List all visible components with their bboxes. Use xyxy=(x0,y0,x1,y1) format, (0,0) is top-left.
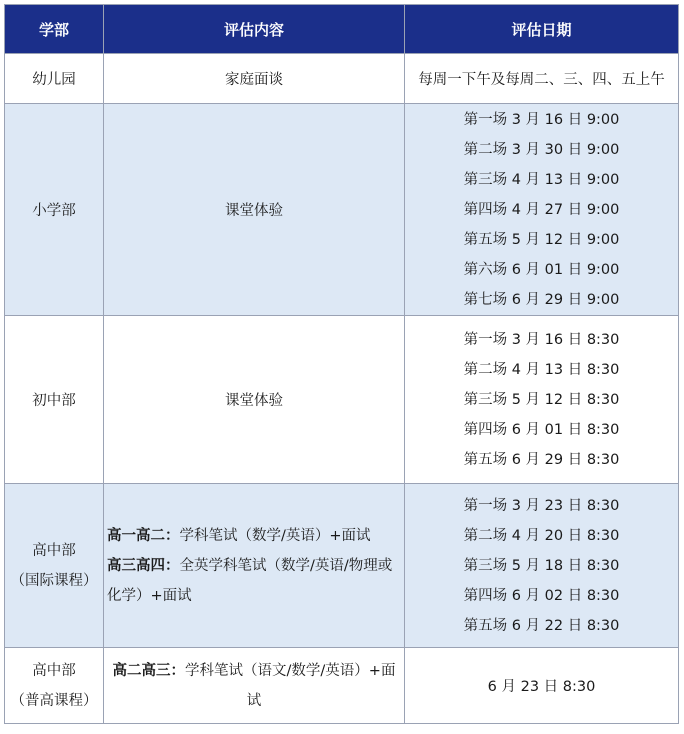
department-line: 高中部 xyxy=(32,662,76,679)
content-cell xyxy=(104,648,405,724)
content-line xyxy=(107,521,404,551)
header-content: 评估内容 xyxy=(104,5,405,54)
date-cell xyxy=(405,104,679,316)
date-line: 第四场 6 月 02 日 8:30 xyxy=(463,587,620,604)
content-text: 学科笔试（数学/英语）+面试 xyxy=(179,527,371,544)
date-cell xyxy=(405,316,679,484)
date-cell xyxy=(405,484,679,648)
content-cell xyxy=(104,484,405,648)
date-line: 第三场 5 月 12 日 8:30 xyxy=(463,391,620,408)
date-line: 第四场 6 月 01 日 8:30 xyxy=(463,421,620,438)
department-line: （国际课程） xyxy=(10,572,98,589)
department-cell xyxy=(5,484,104,648)
content-text: 全英学科笔试（数学/英语/物理或化学）+面试 xyxy=(107,557,393,604)
date-line: 第五场 6 月 29 日 8:30 xyxy=(463,451,620,468)
department-cell: 幼儿园 xyxy=(5,54,104,104)
department-cell xyxy=(5,648,104,724)
date-line: 第四场 4 月 27 日 9:00 xyxy=(463,201,620,218)
grade-label: 高一高二： xyxy=(107,527,180,544)
content-cell: 家庭面谈 xyxy=(104,54,405,104)
header-date: 评估日期 xyxy=(405,5,679,54)
date-line: 第一场 3 月 16 日 9:00 xyxy=(463,111,620,128)
grade-label: 高三高四： xyxy=(107,557,180,574)
content-text: 学科笔试（语文/数学/英语）+面试 xyxy=(185,662,396,709)
date-cell: 每周一下午及每周二、三、四、五上午 xyxy=(405,54,679,104)
table-row-primary xyxy=(5,104,679,316)
date-line: 第三场 4 月 13 日 9:00 xyxy=(463,171,620,188)
date-line: 第七场 6 月 29 日 9:00 xyxy=(463,291,620,308)
table-row-senior-regular xyxy=(5,648,679,724)
date-line: 第三场 5 月 18 日 8:30 xyxy=(463,557,620,574)
header-row xyxy=(5,5,679,54)
date-line: 第一场 3 月 16 日 8:30 xyxy=(463,331,620,348)
department-cell: 初中部 xyxy=(5,316,104,484)
content-line xyxy=(107,551,404,611)
date-line: 第二场 4 月 20 日 8:30 xyxy=(463,527,620,544)
date-line: 第六场 6 月 01 日 9:00 xyxy=(463,261,620,278)
date-cell: 6 月 23 日 8:30 xyxy=(405,648,679,724)
admission-schedule-table xyxy=(4,4,679,724)
department-cell: 小学部 xyxy=(5,104,104,316)
content-cell: 课堂体验 xyxy=(104,104,405,316)
department-line: （普高课程） xyxy=(10,692,98,709)
table-row-junior-high xyxy=(5,316,679,484)
table-row-senior-international xyxy=(5,484,679,648)
date-line: 第二场 3 月 30 日 9:00 xyxy=(463,141,620,158)
date-line: 第一场 3 月 23 日 8:30 xyxy=(463,497,620,514)
date-line: 第二场 4 月 13 日 8:30 xyxy=(463,361,620,378)
header-department: 学部 xyxy=(5,5,104,54)
grade-label: 高二高三： xyxy=(112,662,186,679)
content-cell: 课堂体验 xyxy=(104,316,405,484)
department-line: 高中部 xyxy=(32,542,76,559)
date-line: 第五场 6 月 22 日 8:30 xyxy=(463,617,620,634)
date-line: 第五场 5 月 12 日 9:00 xyxy=(463,231,620,248)
table-row-kindergarten xyxy=(5,54,679,104)
content-line xyxy=(104,656,404,716)
